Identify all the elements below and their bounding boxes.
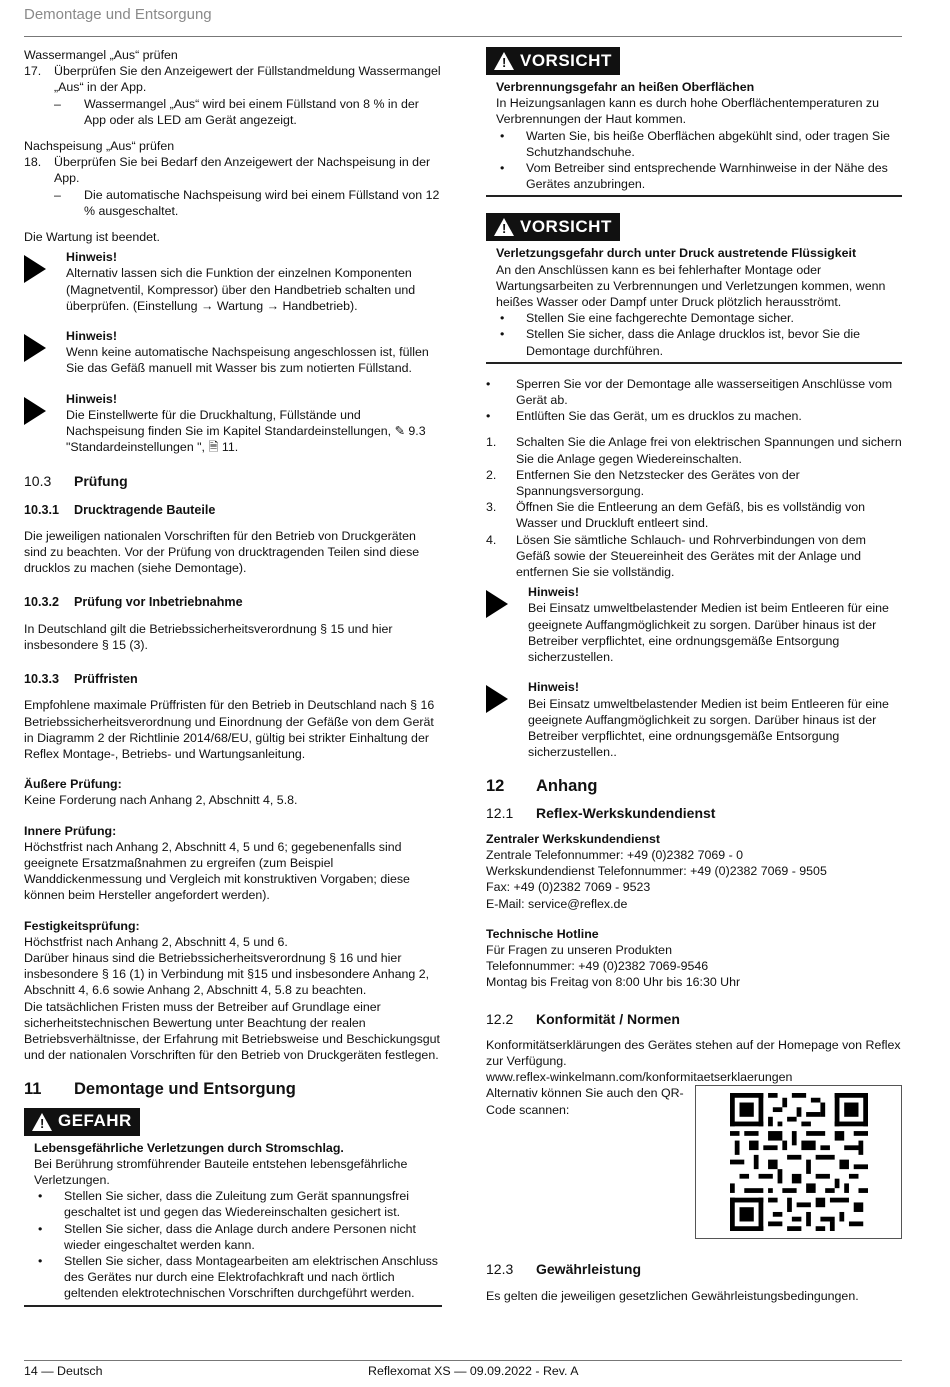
left-column [24,47,442,1319]
water-off-heading: Wassermangel „Aus“ prüfen [24,48,178,62]
section-10-3-1-heading: 10.3.1 Drucktragende Bauteile [24,502,216,517]
note-title: Hinweis! [66,250,117,265]
section-10-3-heading: 10.3 Prüfung [24,473,128,490]
footer-divider [24,1360,902,1361]
note-arrow-icon [24,328,66,377]
caution-bullet: • Vom Betreiber sind entsprechende Warnhinweise in der Nähe des Gerätes anzubringen. [500,161,888,192]
running-title: Demontage und Entsorgung [24,6,212,23]
warning-triangle-icon: ! [494,218,514,236]
note-text: Die Einstellwerte für die Druckhaltung, Füllstände und Nachspeisung finden Sie im Kapitel Standardeinstellungen, ✎ 9.3 "Standardeinstellungen ", 🗎 11. [66,407,426,455]
strength-check-text-3: Die tatsächlichen Fristen muss der Betreiber auf Grundlage einer sicherheitstechnischen Bewertung unter Beachtung der realen Betriebsverhältnisse, der Erfahrung mit Betriebsweise und Beschickungsgut und der nationalen Vorschriften für den Betrieb von Druckgeräten festlegen. [24,999,440,1063]
caution-bullet: • Stellen Sie sicher, dass die Anlage drucklos ist, bevor Sie die Demontage durchführen. [500,327,861,358]
inner-check-title: Innere Prüfung: [24,823,117,838]
pre-step-bullet: • Sperren Sie vor der Demontage alle wasserseitigen Anschlüsse vom Gerät ab. [486,376,893,408]
caution-box-burn [486,47,902,197]
note-title: Hinweis! [528,680,579,695]
maintenance-done: Die Wartung ist beendet. [24,230,160,245]
pre-step-bullet: • Entlüften Sie das Gerät, um es drucklos zu machen. [486,409,802,424]
note-text: Bei Einsatz umweltbelastender Medien ist beim Entleeren für eine geeignete Auffangmöglichkeit zu sorgen. Darüber hinaus ist der Betreiber verpflichtet, eine ordnungsgemäße Entsorgung sicherzustellen. [528,601,889,665]
danger-bullet: • Stellen Sie sicher, dass die Anlage durch andere Personen nicht wieder eingeschaltet werden kann. [38,1221,416,1252]
result-text: Die automatische Nachspeisung wird bei einem Füllstand von 12 % ausgeschaltet. [84,187,440,218]
note-arrow-icon [486,679,528,760]
footer-doc: Reflexomat XS — 09.09.2022 - Rev. A [368,1364,579,1378]
note-3 [24,391,442,456]
caution-box-pressure [486,213,902,363]
caution-title: Verletzungsgefahr durch unter Druck austretende Flüssigkeit [496,246,857,261]
note-title: Hinweis! [66,329,117,344]
step-18-result [24,187,442,219]
section-10-3-1-text: Die jeweiligen nationalen Vorschriften für den Betrieb von Druckgeräten sind zu beachten. Vor der Prüfung von drucktragenden Teilen sind diese drucklos zu machen (siehe Demontage). [24,528,420,576]
note-arrow-icon [24,249,66,314]
step-number: 17. [24,64,42,79]
section-12-heading: 12 Anhang [486,777,598,796]
strength-check-title: Festigkeitsprüfung: [24,918,140,933]
strength-check-text-1: Höchstfrist nach Anhang 2, Abschnitt 4, 5 und 6. [24,934,288,949]
dash: – [54,187,61,202]
outer-check-text: Keine Forderung nach Anhang 2, Abschnitt 4, 5.8. [24,793,298,808]
caution-badge: ! VORSICHT [486,213,620,241]
qr-code-icon[interactable] [730,1093,868,1231]
central-phone: Zentrale Telefonnummer: +49 (0)2382 7069 - 0 [486,847,744,862]
hotline-title: Technische Hotline [486,926,599,941]
note-2 [24,328,442,377]
qr-code-frame [695,1085,902,1239]
demount-step-1: 1. Schalten Sie die Anlage frei von elektrischen Spannungen und sichern Sie die Anlage gegen Wiedereinschalten. [486,435,902,466]
note-arrow-icon [486,584,528,665]
danger-badge: ! GEFAHR [24,1108,140,1136]
qr-row [486,1085,902,1239]
step-number: 18. [24,155,42,170]
step-17-result [24,96,442,128]
caution-title: Verbrennungsgefahr an heißen Oberflächen [496,80,755,94]
warning-triangle-icon: ! [494,52,514,70]
section-10-3-3-text: Empfohlene maximale Prüffristen für den Betrieb in Deutschland nach § 16 Betriebssicherheitsverordnung und Einordnung der Gefäße von dem Gerät in Diagramm 2 der Richtlinie 2014/68/EU, gültig bei strikter Einhaltung der Reflex Montage-, Betriebs- und Wartungsanleitung. [24,698,435,761]
note-disposal-2 [486,679,902,760]
conformity-url[interactable]: www.reflex-winkelmann.com/konformitaetserklaerungen [486,1070,793,1085]
caution-text: In Heizungsanlagen kann es durch hohe Oberflächentemperaturen zu Verbrennungen der Haut kommen. [496,96,879,127]
section-10-3-2-heading: 10.3.2 Prüfung vor Inbetriebnahme [24,595,243,610]
step-text: Überprüfen Sie den Anzeigewert der Füllstandmeldung Wassermangel „Aus“ in der App. [54,64,441,95]
step-17 [24,63,442,95]
hotline-hours: Montag bis Freitag von 8:00 Uhr bis 16:30 Uhr [486,975,741,990]
section-10-3-3-heading: 10.3.3 Prüffristen [24,672,138,687]
strength-check-text-2: Darüber hinaus sind die Betriebssicherheitsverordnung § 16 und hier insbesondere § 16 (1) in Verbindung mit §15 und insbesondere Anhang 2, Abschnitt 4, 6.6 sowie Anhang 2, Abschnitt 4, 5.8 zu beachten. [24,950,430,998]
header-divider [24,36,902,37]
danger-bullet: • Stellen Sie sicher, dass die Zuleitung zum Gerät spannungsfrei geschaltet ist und gegen das Wiedereinschalten gesichert ist. [38,1189,410,1220]
danger-title: Lebensgefährliche Verletzungen durch Stromschlag. [34,1140,344,1155]
result-text: Wassermangel „Aus“ wird bei einem Füllstand von 8 % in der App oder als LED am Gerät angezeigt. [84,96,419,127]
service-phone: Werkskundendienst Telefonnummer: +49 (0)2382 7069 - 9505 [486,864,827,879]
step-18 [24,154,442,186]
note-title: Hinweis! [528,585,579,600]
email: E-Mail: service@reflex.de [486,896,628,911]
outer-check-title: Äußere Prüfung: [24,777,122,792]
danger-box [24,1108,442,1307]
note-title: Hinweis! [66,391,117,406]
note-text: Alternativ lassen sich die Funktion der einzelnen Komponenten (Magnetventil, Kompressor) über den Handbetrieb schalten und überprüfen. (Einstellung → Wartung → Handbetrieb). [66,266,416,313]
demount-step-3: 3. Öffnen Sie die Entleerung an dem Gefäß, bis es vollständig von Wasser und Druckluft entleert sind. [486,500,865,531]
warranty-text: Es gelten die jeweiligen gesetzlichen Gewährleistungsbedingungen. [486,1288,859,1303]
note-1 [24,249,442,314]
qr-text: Alternativ können Sie auch den QR-Code scannen: [486,1086,684,1117]
danger-text: Bei Berührung stromführender Bauteile entstehen lebensgefährliche Verletzungen. [34,1156,408,1187]
inner-check-text: Höchstfrist nach Anhang 2, Abschnitt 4, 5 und 6; gegebenenfalls sind geeignete Ersatzmaßnahmen zu ergreifen (zum Beispiel Wanddickenmessung und Vergleich mit konstruktiven Vorgaben; diese können beim Hersteller angefordert werden). [24,839,410,903]
note-text: Wenn keine automatische Nachspeisung angeschlossen ist, füllen Sie das Gefäß manuell mit Wasser bis zum notierten Füllstand. [66,345,429,376]
caution-bullet: • Warten Sie, bis heiße Oberflächen abgekühlt sind, oder tragen Sie Schutzhandschuhe. [500,128,890,159]
caution-badge: ! VORSICHT [486,47,620,75]
conformity-text: Konformitätserklärungen des Gerätes stehen auf der Homepage von Reflex zur Verfügung. [486,1037,901,1068]
note-arrow-icon [24,391,66,456]
hotline-phone: Telefonnummer: +49 (0)2382 7069-9546 [486,959,709,974]
note-disposal-1 [486,584,902,665]
danger-bullet: • Stellen Sie sicher, dass Montagearbeiten am elektrischen Anschluss des Gerätes nur durch eine Elektrofachkraft und nach örtlich geltenden elektrotechnischen Vorschriften durchgeführt werden. [38,1253,438,1301]
footer-page: 14 — Deutsch [24,1364,103,1378]
section-12-1-heading: 12.1 Reflex-Werkskundendienst [486,804,716,821]
caution-text: An den Anschlüssen kann es bei fehlerhafter Montage oder Wartungsarbeiten zu Verbrennungen und Verletzungen kommen, wenn heißes Wasser oder Dampf unter Druck plötzlich herausströmt. [496,262,886,310]
demount-step-4: 4. Lösen Sie sämtliche Schlauch- und Rohrverbindungen von dem Gefäß sowie der Steuereinheit des Gerätes mit der Anlage und entfernen Sie sie vollständig. [486,532,866,580]
hotline-line: Für Fragen zu unseren Produkten [486,942,672,957]
central-service-title: Zentraler Werkskundendienst [486,831,660,846]
dash: – [54,96,61,111]
warning-triangle-icon: ! [32,1113,52,1131]
refill-off-heading: Nachspeisung „Aus“ prüfen [24,139,175,154]
right-column [486,47,902,1304]
section-12-3-heading: 12.3 Gewährleistung [486,1261,642,1278]
section-12-2-heading: 12.2 Konformität / Normen [486,1010,680,1027]
section-10-3-2-text: In Deutschland gilt die Betriebssicherheitsverordnung § 15 und hier insbesondere § 15 (3). [24,621,393,652]
note-text: Bei Einsatz umweltbelastender Medien ist beim Entleeren für eine geeignete Auffangmöglichkeit zu sorgen. Darüber hinaus ist der Betreiber verpflichtet, eine ordnungsgemäße Entsorgung sicherzustellen.. [528,696,889,760]
step-text: Überprüfen Sie bei Bedarf den Anzeigewert der Nachspeisung in der App. [54,155,431,186]
fax: Fax: +49 (0)2382 7069 - 9523 [486,880,651,895]
demount-step-2: 2. Entfernen Sie den Netzstecker des Gerätes von der Spannungsversorgung. [486,467,800,499]
caution-bullet: • Stellen Sie eine fachgerechte Demontage sicher. [500,311,794,326]
section-11-heading: 11 Demontage und Entsorgung [24,1080,296,1099]
